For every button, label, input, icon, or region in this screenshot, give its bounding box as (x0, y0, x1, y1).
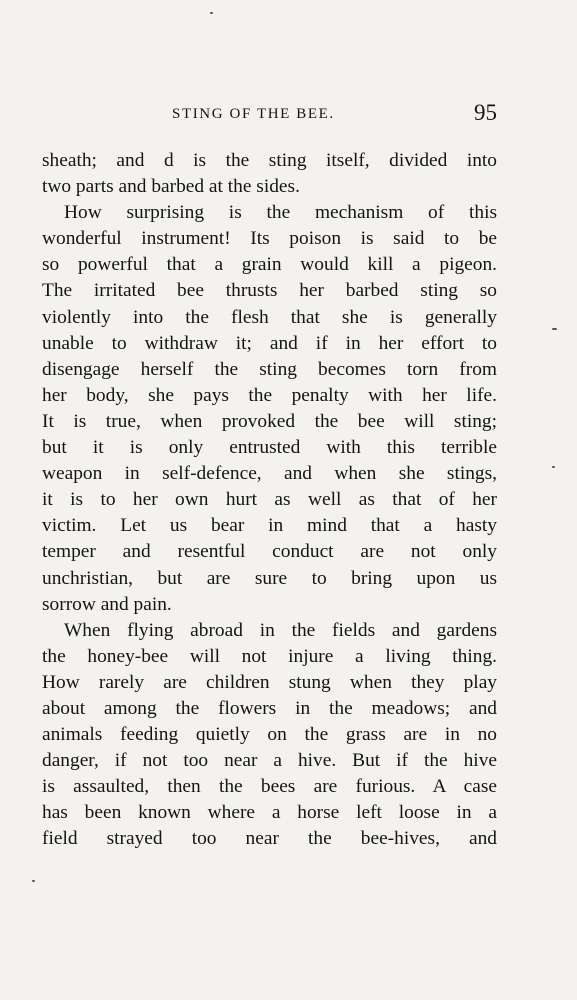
text-line: disengage herself the sting becomes torn from (42, 358, 497, 380)
text-line: sheath; and d is the sting itself, divided into (42, 150, 497, 171)
text-line: about among the flowers in the meadows; and (42, 697, 497, 719)
text-line: two parts and barbed at the sides. (42, 176, 300, 198)
text-line: but it is only entrusted with this terrible (42, 437, 497, 459)
text-line: unable to withdraw it; and if in her effort to (42, 332, 497, 354)
text-line: It is true, when provoked the bee will sting; (42, 410, 497, 432)
text-line: the honey-bee will not injure a living thing. (42, 645, 497, 667)
text-line: animals feeding quietly on the grass are in no (42, 724, 497, 746)
print-speck (552, 328, 557, 330)
text-line: so powerful that a grain would kill a pigeon. (42, 254, 497, 276)
text-line: weapon in self-defence, and when she stings, (42, 463, 497, 485)
print-speck (32, 880, 35, 882)
text-line: danger, if not too near a hive. But if the hive (42, 750, 497, 772)
text-line: has been known where a horse left loose in a (42, 802, 497, 824)
text-line: is assaulted, then the bees are furious. A case (42, 776, 497, 798)
text-line: violently into the flesh that she is generally (42, 306, 497, 328)
text-line: wonderful instrument! Its poison is said to be (42, 228, 497, 250)
text-line: The irritated bee thrusts her barbed sting so (42, 280, 497, 302)
page-number: 95 (474, 100, 497, 125)
text-line: her body, she pays the penalty with her life. (42, 384, 497, 406)
paragraph-3 (42, 618, 497, 853)
text-line: field strayed too near the bee-hives, and (42, 828, 497, 850)
text-line: unchristian, but are sure to bring upon us (42, 567, 497, 589)
print-speck (552, 466, 555, 468)
paragraph-2 (42, 200, 497, 618)
paragraph-1 (42, 148, 497, 200)
running-head (42, 100, 497, 130)
body-text (42, 148, 497, 853)
text-line: How surprising is the mechanism of this (64, 202, 497, 224)
text-line: it is to her own hurt as well as that of her (42, 489, 497, 511)
text-line: sorrow and pain. (42, 593, 172, 615)
print-speck (210, 12, 213, 14)
text-line: temper and resentful conduct are not only (42, 541, 497, 563)
text-line: When flying abroad in the fields and gardens (64, 619, 497, 641)
text-line: victim. Let us bear in mind that a hasty (42, 515, 497, 537)
text-line: How rarely are children stung when they play (42, 671, 497, 693)
running-title: STING OF THE BEE. (172, 106, 335, 122)
